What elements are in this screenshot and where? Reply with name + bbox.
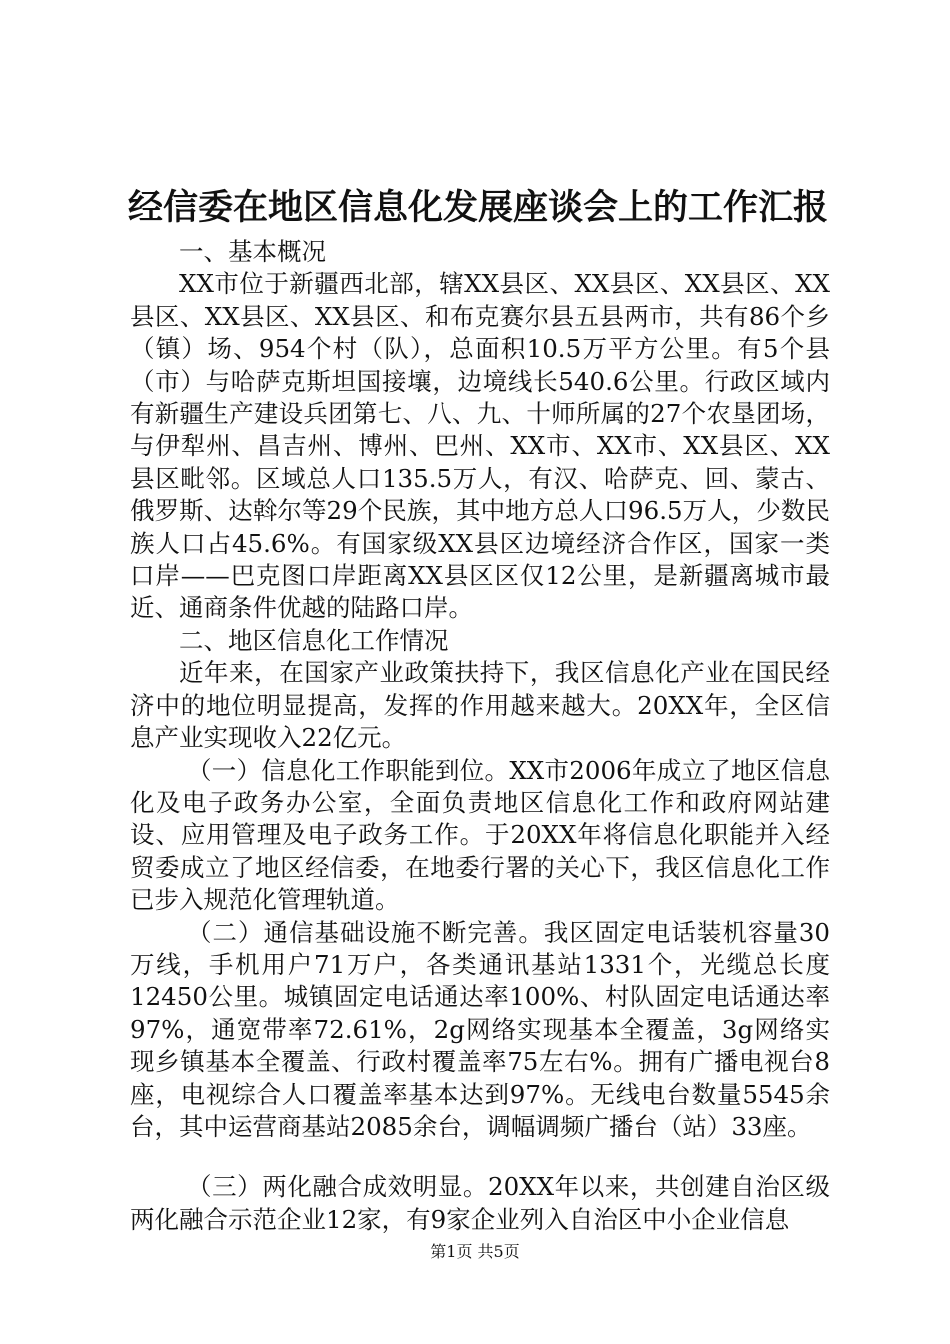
paragraph-item-1: （一）信息化工作职能到位。XX市2006年成立了地区信息化及电子政务办公室，全面负责地区信息化工作和政府网站建设、应用管理及电子政务工作。于20XX年将信息化职能并入经贸委成立了地区经信委，在地委行署的关心下，我区信息化工作已步入规范化管理轨道。: [130, 755, 830, 915]
section-heading-informatization: 二、地区信息化工作情况: [179, 625, 449, 655]
paragraph-item-3: （三）两化融合成效明显。20XX年以来，共创建自治区级两化融合示范企业12家，有9家企业列入自治区中小企业信息: [130, 1172, 830, 1234]
document-body: [130, 236, 830, 1236]
paragraph-overview: XX市位于新疆西北部，辖XX县区、XX县区、XX县区、XX县区、XX县区、XX县区、和布克赛尔县五县两市，共有86个乡（镇）场、954个村（队），总面积10.5万平方公里。有5个县（市）与哈萨克斯坦国接壤，边境线长540.6公里。行政区域内有新疆生产建设兵团第七、八、九、十师所属的27个农垦团场，与伊犁州、昌吉州、博州、巴州、XX市、XX市、XX县区、XX县区毗邻。区域总人口135.5万人，有汉、哈萨克、回、蒙古、俄罗斯、达斡尔等29个民族，其中地方总人口96.5万人，少数民族人口占45.6%。有国家级XX县区边境经济合作区，国家一类口岸——巴克图口岸距离XX县区区仅12公里，是新疆离城市最近、通商条件优越的陆路口岸。: [130, 269, 830, 623]
paragraph-spacer: [130, 1143, 830, 1171]
paragraph-item-2: （二）通信基础设施不断完善。我区固定电话装机容量30万线，手机用户71万户，各类通讯基站1331个，光缆总长度12450公里。城镇固定电话通达率100%、村队固定电话通达率97%，通宽带率72.61%，2g网络实现基本全覆盖，3g网络实现乡镇基本全覆盖、行政村覆盖率75左右%。拥有广播电视台8座，电视综合人口覆盖率基本达到97%。无线电台数量5545余台，其中运营商基站2085余台，调幅调频广播台（站）33座。: [130, 917, 830, 1141]
section-heading-basic-overview: 一、基本概况: [179, 237, 326, 266]
paragraph-recent-years: 近年来，在国家产业政策扶持下，我区信息化产业在国民经济中的地位明显提高，发挥的作用越来越大。20XX年，全区信息产业实现收入22亿元。: [130, 658, 830, 753]
page-footer: 第1页 共5页: [430, 1242, 520, 1261]
document-title: 经信委在地区信息化发展座谈会上的工作汇报: [128, 188, 829, 228]
